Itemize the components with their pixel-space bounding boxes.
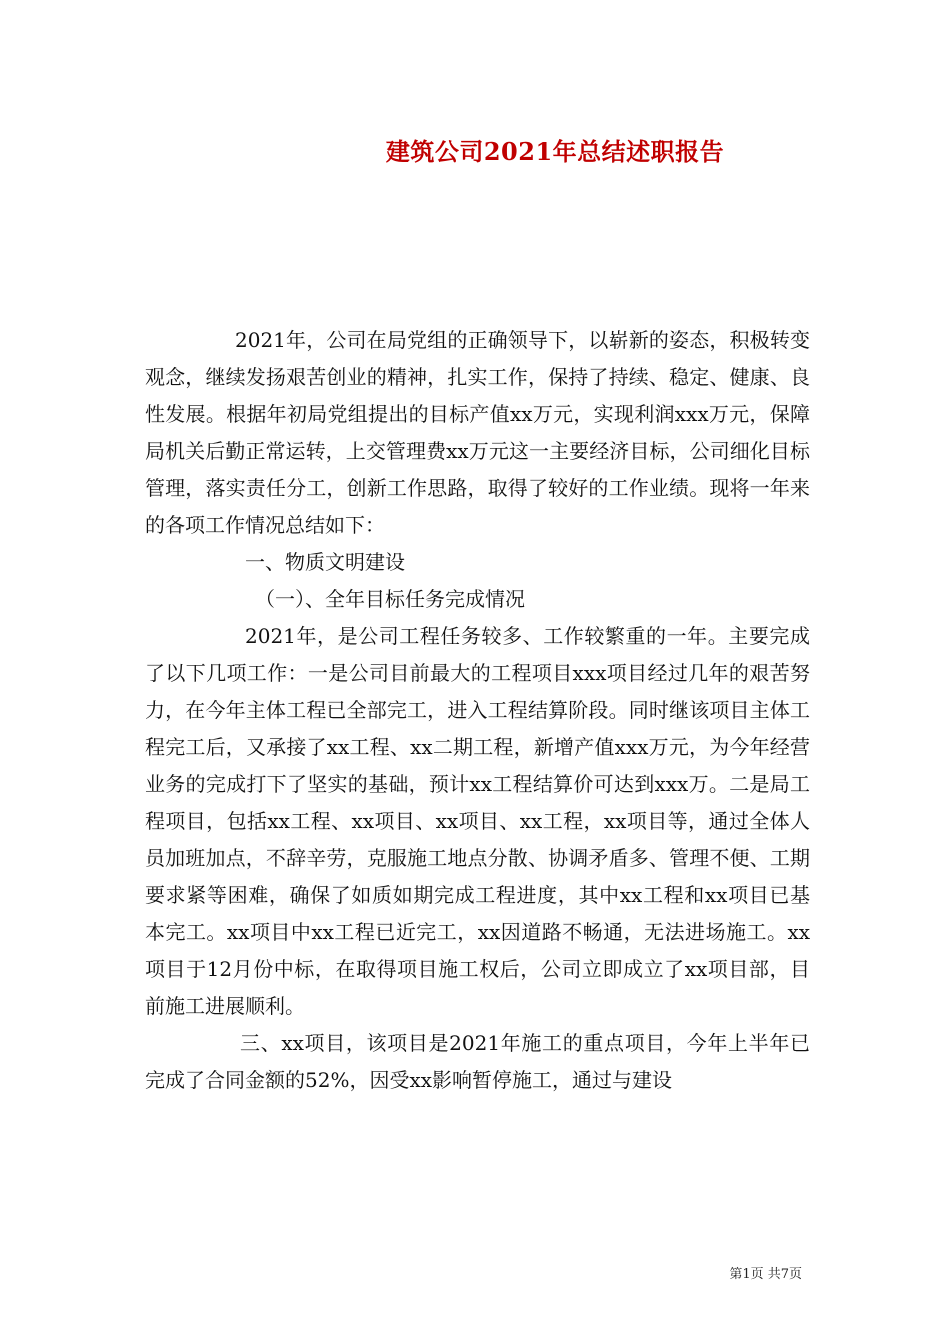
page-number: 第1页 共7页 <box>729 1267 802 1282</box>
section-heading: 一、物质文明建设 <box>245 550 405 574</box>
subsection-heading: （一）、全年目标任务完成情况 <box>255 587 525 611</box>
project-paragraph: 三、xx项目，该项目是2021年施工的重点项目，今年上半年已完成了合同金额的52%，因受xx影响暂停施工，通过与建设 <box>145 1031 810 1092</box>
document-title: 建筑公司2021年总结述职报告 <box>385 137 725 166</box>
work-summary-paragraph: 2021年，是公司工程任务较多、工作较繁重的一年。主要完成了以下几项工作：一是公司目前最大的工程项目xxx项目经过几年的艰苦努力，在今年主体工程已全部完工，进入工程结算阶段。同时继该项目主体工程完工后，又承接了xx工程、xx二期工程，新增产值xxx万元，为今年经营业务的完成打下了坚实的基础，预计xx工程结算价可达到xxx万。二是局工程项目，包括xx工程、xx项目、xx项目、xx工程，xx项目等，通过全体人员加班加点，不辞辛劳，克服施工地点分散、协调矛盾多、管理不便、工期要求紧等困难，确保了如质如期完成工程进度，其中xx工程和xx项目已基本完工。xx项目中xx工程已近完工，xx因道路不畅通，无法进场施工。xx项目于12月份中标，在取得项目施工权后，公司立即成立了xx项目部，目前施工进展顺利。 <box>145 624 810 1018</box>
document-body <box>145 322 810 1099</box>
intro-paragraph: 2021年，公司在局党组的正确领导下，以崭新的姿态，积极转变观念，继续发扬艰苦创业的精神，扎实工作，保持了持续、稳定、健康、良性发展。根据年初局党组提出的目标产值xx万元，实现利润xxx万元，保障局机关后勤正常运转，上交管理费xx万元这一主要经济目标，公司细化目标管理，落实责任分工，创新工作思路，取得了较好的工作业绩。现将一年来的各项工作情况总结如下： <box>145 328 810 537</box>
